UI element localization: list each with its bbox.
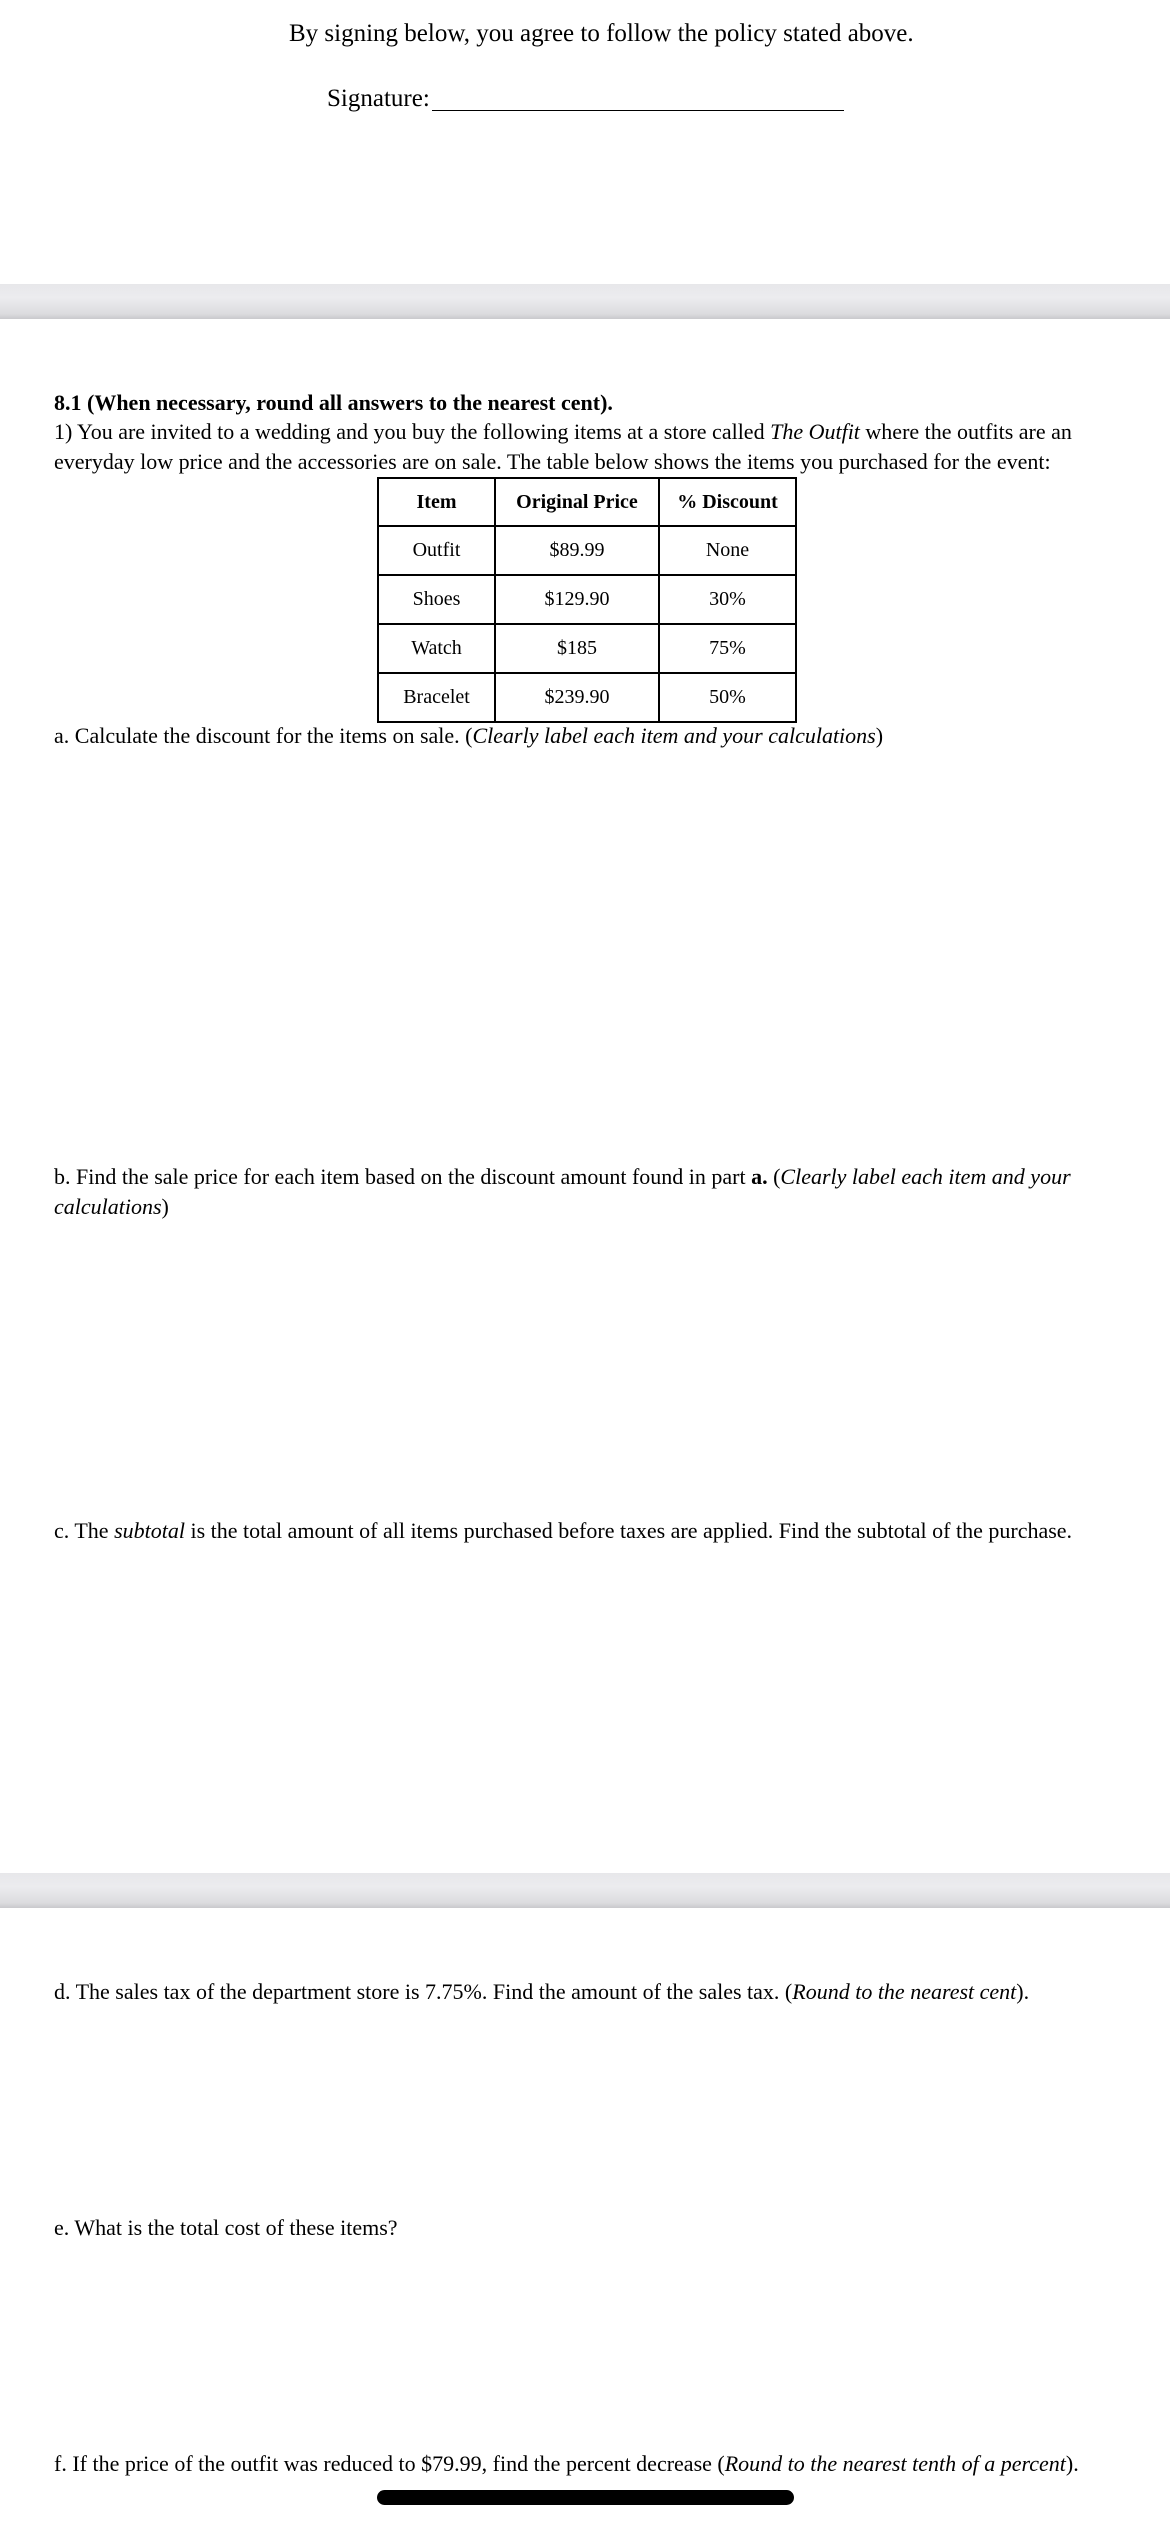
items-table (377, 477, 797, 723)
question-d-note: Round to the nearest cent (792, 1979, 1017, 2004)
page-separator (0, 1873, 1170, 1908)
cell-item: Outfit (378, 526, 495, 575)
question-a (54, 721, 883, 751)
question-c-post: is the total amount of all items purchased before taxes are applied. Find the subtotal of the purchase. (184, 1518, 1073, 1543)
table-row (378, 575, 796, 624)
question-f-note: Round to the nearest tenth of a percent (724, 2451, 1066, 2476)
store-name: The Outfit (770, 419, 860, 444)
question-c-term: subtotal (114, 1518, 185, 1543)
question-b-close: ) (161, 1194, 169, 1219)
question-a-note: Clearly label each item and your calculations (472, 723, 876, 748)
agreement-statement: By signing below, you agree to follow the policy stated above. (289, 20, 914, 47)
question-b-note1: Clearly label each item and your (780, 1164, 1071, 1189)
section-heading-text: 8.1 (When necessary, round all answers to the nearest cent). (54, 390, 613, 415)
signature-line (432, 110, 844, 111)
question-a-close: ) (875, 723, 884, 748)
header-item: Item (378, 478, 495, 526)
cell-discount: 30% (659, 575, 796, 624)
cell-price: $89.99 (495, 526, 659, 575)
signature-label: Signature: (327, 85, 430, 112)
table-row (378, 624, 796, 673)
question-b-line2 (54, 1192, 169, 1222)
page-3 (0, 1908, 1170, 2532)
cell-discount: None (659, 526, 796, 575)
question-b-note2: calculations (54, 1194, 162, 1219)
problem-tail: where the outfits are an (859, 419, 1072, 444)
question-b-part: a. (751, 1164, 768, 1189)
problem-lead: 1) You are invited to a wedding and you buy the following items at a store called (54, 419, 771, 444)
page-1 (0, 0, 1170, 284)
page-2 (0, 319, 1170, 1873)
cell-item: Shoes (378, 575, 495, 624)
question-f (54, 2449, 1079, 2479)
question-a-text: a. Calculate the discount for the items on sale. ( (54, 723, 473, 748)
cell-price: $185 (495, 624, 659, 673)
cell-discount: 50% (659, 673, 796, 722)
header-original-price: Original Price (495, 478, 659, 526)
question-c (54, 1516, 1072, 1546)
question-d (54, 1977, 1029, 2007)
table-row (378, 526, 796, 575)
question-d-close: ). (1016, 1979, 1030, 2004)
cell-price: $129.90 (495, 575, 659, 624)
cell-discount: 75% (659, 624, 796, 673)
question-f-text: f. If the price of the outfit was reduced to $79.99, find the percent decrease ( (54, 2451, 725, 2476)
question-e: e. What is the total cost of these items? (54, 2215, 398, 2240)
page-separator (0, 284, 1170, 319)
problem-intro-line1 (54, 417, 1072, 447)
header-discount: % Discount (659, 478, 796, 526)
table-row (378, 673, 796, 722)
cell-price: $239.90 (495, 673, 659, 722)
table-header-row (378, 478, 796, 526)
question-b-open: ( (767, 1164, 781, 1189)
question-c-pre: c. The (54, 1518, 115, 1543)
problem-intro-line2: everyday low price and the accessories are on sale. The table below shows the items you purchased for the event: (54, 449, 1051, 474)
question-d-text: d. The sales tax of the department store is 7.75%. Find the amount of the sales tax. ( (54, 1979, 793, 2004)
question-f-close: ). (1065, 2451, 1079, 2476)
question-b-text: b. Find the sale price for each item based on the discount amount found in part (54, 1164, 752, 1189)
cell-item: Bracelet (378, 673, 495, 722)
home-indicator[interactable] (377, 2490, 794, 2505)
cell-item: Watch (378, 624, 495, 673)
section-heading (54, 388, 613, 418)
question-b-line1 (54, 1162, 1071, 1192)
